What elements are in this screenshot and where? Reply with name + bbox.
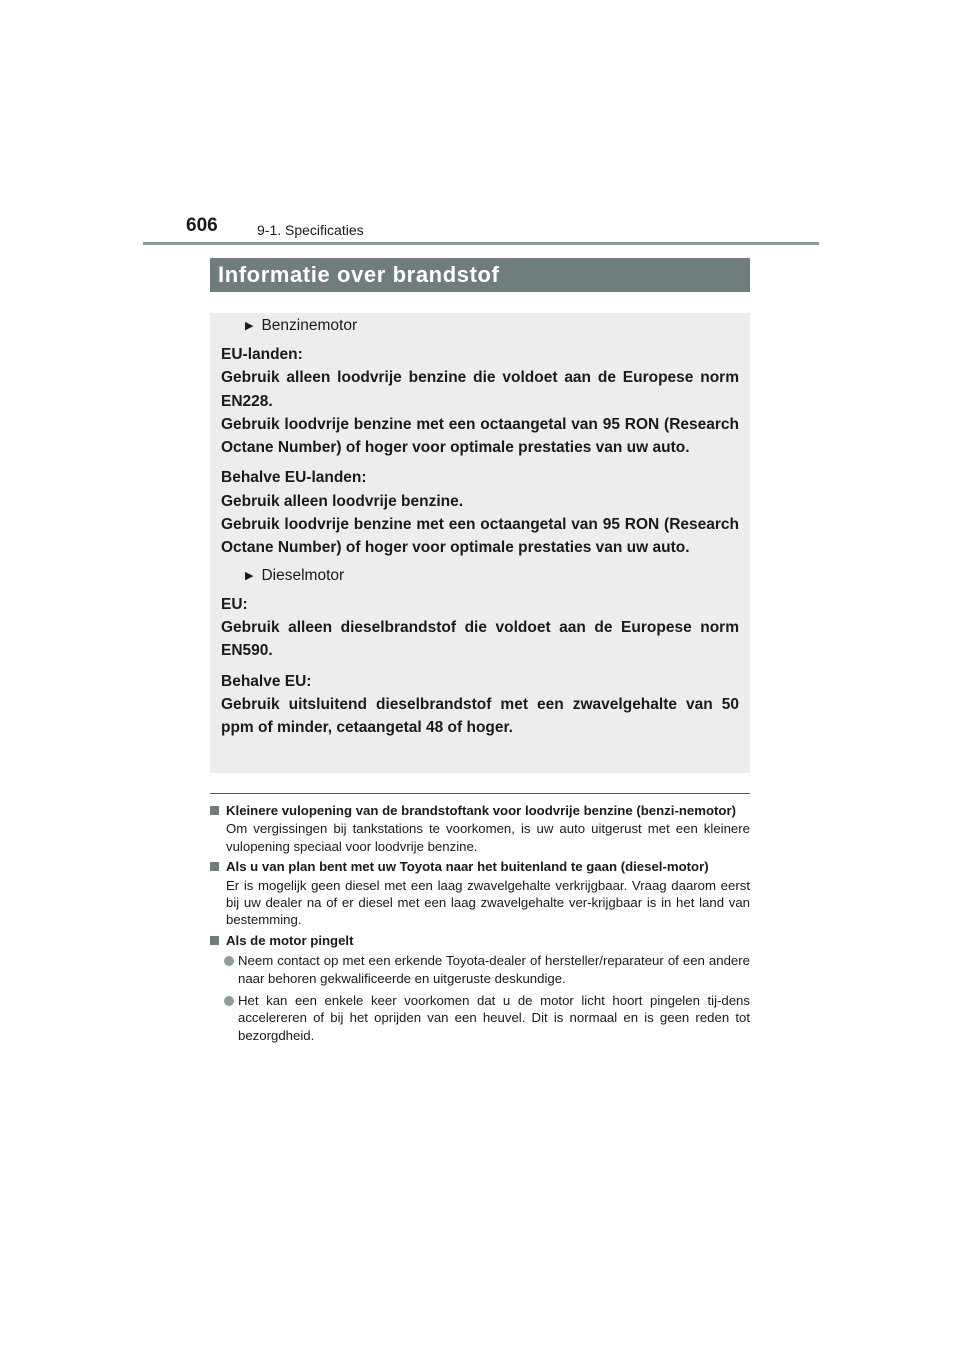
section-divider	[210, 793, 750, 794]
note-bullet: Neem contact op met een erkende Toyota-dealer of hersteller/reparateur of een andere naar behoren gekwalificeerde en uitgeruste deskundige.	[238, 953, 750, 986]
note-item	[210, 932, 750, 1044]
circle-bullet-icon	[224, 956, 234, 966]
note-body: Er is mogelijk geen diesel met een laag zwavelgehalte verkrijgbaar. Vraag daarom eerst bij uw dealer na of er diesel met een laag zwavelgehalte ver-krijgbaar is in het land van bestemming.	[226, 877, 750, 928]
note-body: Om vergissingen bij tankstations te voorkomen, is uw auto uitgerust met een kleinere vulopening speciaal voor loodvrije benzine.	[226, 821, 750, 854]
fuel-info-box	[210, 313, 750, 773]
triangle-right-icon: ▶	[245, 320, 254, 332]
petrol-non-eu-text-2: Gebruik loodvrije benzine met een octaangetal van 95 RON (Research Octane Number) of hoger voor optimale prestaties van uw auto.	[221, 516, 739, 557]
triangle-right-icon: ▶	[245, 569, 254, 582]
square-bullet-icon	[210, 862, 219, 871]
note-title: Als u van plan bent met uw Toyota naar het buitenland te gaan (diesel-motor)	[226, 859, 709, 875]
diesel-eu-label: EU:	[221, 595, 248, 613]
petrol-eu-text-2: Gebruik loodvrije benzine met een octaangetal van 95 RON (Research Octane Number) of hoger voor optimale prestaties van uw auto.	[221, 415, 739, 457]
chapter-title: 9-1. Specificaties	[257, 222, 364, 238]
petrol-eu-text-1: Gebruik alleen loodvrije benzine die voldoet aan de Europese norm EN228.	[221, 369, 739, 410]
circle-bullet-icon	[224, 996, 234, 1006]
note-item	[210, 802, 750, 855]
header-divider	[143, 242, 819, 245]
petrol-heading: ▶ Benzinemotor	[245, 317, 358, 334]
note-item	[210, 858, 750, 929]
section-title: Informatie over brandstof	[210, 258, 750, 292]
notes	[210, 802, 750, 1049]
diesel-non-eu-text: Gebruik uitsluitend dieselbrandstof met een zwavelgehalte van 50 ppm of minder, cetaangetal 48 of hoger.	[221, 695, 739, 737]
square-bullet-icon	[210, 936, 219, 945]
diesel-eu-text: Gebruik alleen dieselbrandstof die voldoet aan de Europese norm EN590.	[221, 618, 739, 660]
note-bullet: Het kan een enkele keer voorkomen dat u de motor licht hoort pingelen tij-dens accelereren of bij het oprijden van een heuvel. Dit is normaal en is geen reden tot bezorgdheid.	[238, 993, 750, 1043]
petrol-non-eu-text-1: Gebruik alleen loodvrije benzine.	[221, 492, 464, 510]
square-bullet-icon	[210, 806, 219, 815]
page-number: 606	[186, 215, 218, 236]
petrol-eu-label: EU-landen:	[221, 346, 303, 363]
diesel-non-eu-label: Behalve EU:	[221, 672, 312, 690]
note-title: Als de motor pingelt	[226, 932, 354, 948]
petrol-non-eu-label: Behalve EU-landen:	[221, 469, 367, 487]
note-title: Kleinere vulopening van de brandstoftank voor loodvrije benzine (benzi-nemotor)	[226, 803, 736, 818]
diesel-heading: ▶ Dieselmotor	[245, 566, 345, 584]
